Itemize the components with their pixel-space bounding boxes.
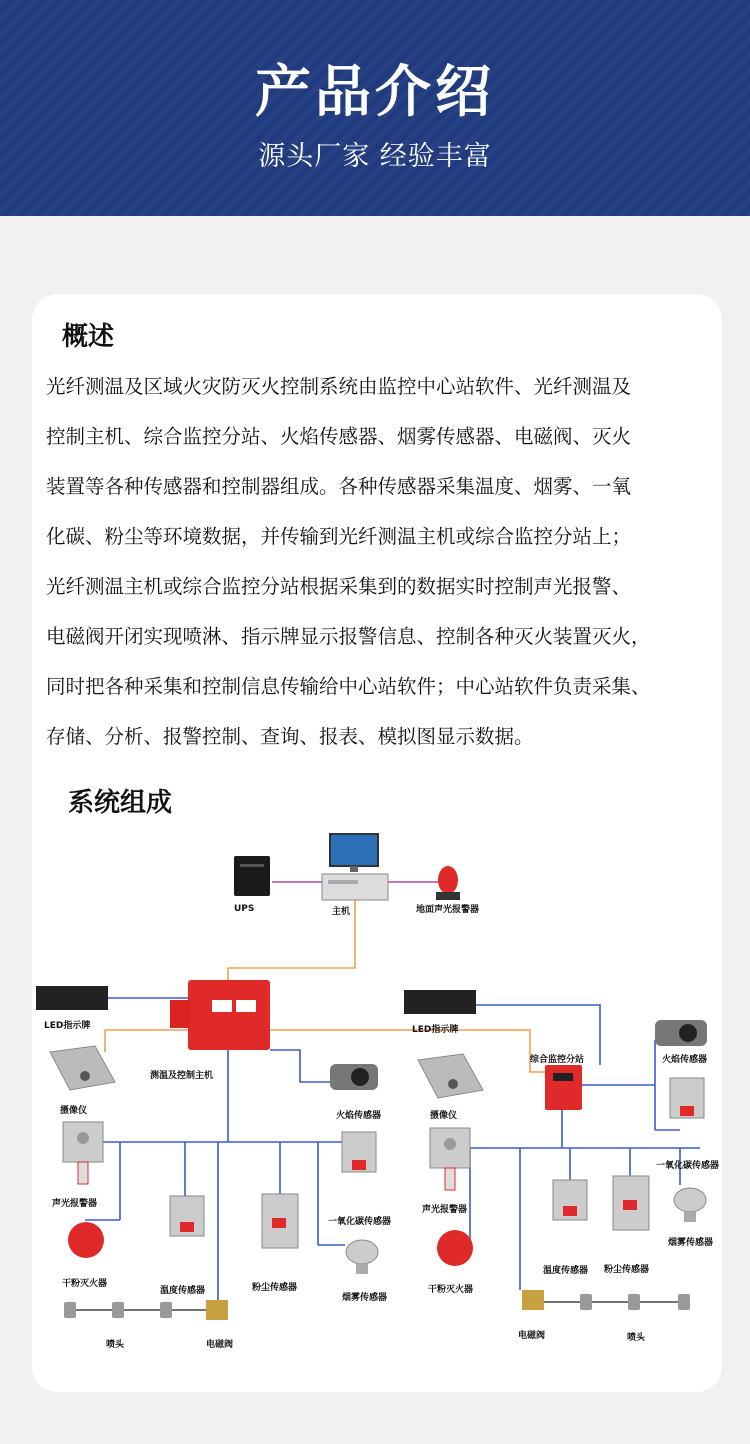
- label-powder-extinguisher: 干粉灭火器: [428, 1285, 474, 1295]
- label-solenoid-valve: 电磁阀: [206, 1340, 234, 1350]
- label-host: 主机: [332, 907, 351, 917]
- temperature-sensor-icon: [170, 1196, 204, 1236]
- label-substation: 综合监控分站: [530, 1055, 585, 1065]
- overview-paragraph: [46, 362, 736, 762]
- label-smoke-sensor: 烟雾传感器: [668, 1238, 714, 1248]
- label-flame-sensor: 火焰传感器: [336, 1111, 382, 1121]
- co-sensor-icon: [342, 1132, 376, 1172]
- powder-extinguisher-icon: [437, 1230, 473, 1266]
- main-controller-icon: [170, 980, 270, 1050]
- camera-icon: [418, 1054, 483, 1098]
- system-heading: 系统组成: [68, 788, 173, 818]
- alarm-icon: [63, 1122, 103, 1184]
- overview-line: 化碳、粉尘等环境数据，并传输到光纤测温主机或综合监控分站上；: [46, 525, 632, 548]
- temperature-sensor-icon: [553, 1180, 587, 1220]
- label-led-board: LED指示牌: [412, 1025, 459, 1035]
- substation-icon: [545, 1065, 582, 1110]
- label-camera: 摄像仪: [60, 1106, 88, 1116]
- label-alarm: 声光报警器: [422, 1205, 468, 1215]
- smoke-sensor-icon: [346, 1240, 378, 1274]
- overview-line: 电磁阀开闭实现喷淋、指示牌显示报警信息、控制各种灭火装置灭火，: [46, 625, 651, 648]
- overview-heading: 概述: [62, 322, 115, 352]
- label-smoke-sensor: 烟雾传感器: [342, 1293, 388, 1303]
- label-temperature-sensor: 温度传感器: [160, 1286, 206, 1296]
- header-banner: [0, 0, 750, 216]
- label-co-sensor: 一氧化碳传感器: [328, 1217, 392, 1227]
- camera-icon: [50, 1046, 115, 1090]
- label-alarm: 声光报警器: [52, 1199, 98, 1209]
- label-solenoid-valve: 电磁阀: [518, 1331, 546, 1341]
- label-nozzle: 喷头: [627, 1333, 646, 1343]
- smoke-sensor-icon: [674, 1188, 706, 1222]
- co-sensor-icon: [670, 1078, 704, 1118]
- led-board-icon: [36, 986, 108, 1010]
- overview-line: 同时把各种采集和控制信息传输给中心站软件；中心站软件负责采集、: [46, 675, 651, 698]
- overview-line: 控制主机、综合监控分站、火焰传感器、烟雾传感器、电磁阀、灭火: [46, 425, 632, 448]
- overview-line: 光纤测温主机或综合监控分站根据采集到的数据实时控制声光报警、: [46, 575, 632, 598]
- label-flame-sensor: 火焰传感器: [662, 1055, 708, 1065]
- ground-alarm-icon: [436, 866, 460, 900]
- ups-icon: [234, 856, 270, 896]
- label-ups: UPS: [234, 904, 255, 914]
- powder-extinguisher-icon: [68, 1222, 104, 1258]
- overview-line: 光纤测温及区域火灾防灭火控制系统由监控中心站软件、光纤测温及: [46, 375, 632, 398]
- flame-sensor-icon: [330, 1064, 378, 1090]
- dust-sensor-icon: [262, 1194, 298, 1248]
- led-board-icon: [404, 990, 476, 1014]
- label-nozzle: 喷头: [106, 1340, 125, 1350]
- label-powder-extinguisher: 干粉灭火器: [62, 1279, 108, 1289]
- dust-sensor-icon: [613, 1176, 649, 1230]
- solenoid-valve-icon: [206, 1300, 228, 1320]
- page-subtitle: 源头厂家 经验丰富: [258, 141, 492, 172]
- connection-lines: [70, 882, 700, 1320]
- host-computer-icon: [322, 834, 388, 900]
- solenoid-valve-icon: [522, 1290, 544, 1310]
- label-dust-sensor: 粉尘传感器: [604, 1265, 650, 1275]
- label-temperature-sensor: 温度传感器: [543, 1266, 589, 1276]
- flame-sensor-icon: [655, 1020, 707, 1046]
- label-led-board: LED指示牌: [44, 1021, 91, 1031]
- label-main-controller: 测温及控制主机: [150, 1071, 214, 1081]
- alarm-icon: [430, 1128, 470, 1190]
- label-ground-alarm: 地面声光报警器: [416, 905, 480, 915]
- label-dust-sensor: 粉尘传感器: [252, 1283, 298, 1293]
- overview-line: 存储、分析、报警控制、查询、报表、模拟图显示数据。: [46, 725, 534, 748]
- page-title: 产品介绍: [255, 60, 495, 125]
- overview-line: 装置等各种传感器和控制器组成。各种传感器采集温度、烟雾、一氧: [46, 475, 632, 498]
- label-camera: 摄像仪: [430, 1111, 458, 1121]
- label-co-sensor: 一氧化碳传感器: [656, 1161, 720, 1171]
